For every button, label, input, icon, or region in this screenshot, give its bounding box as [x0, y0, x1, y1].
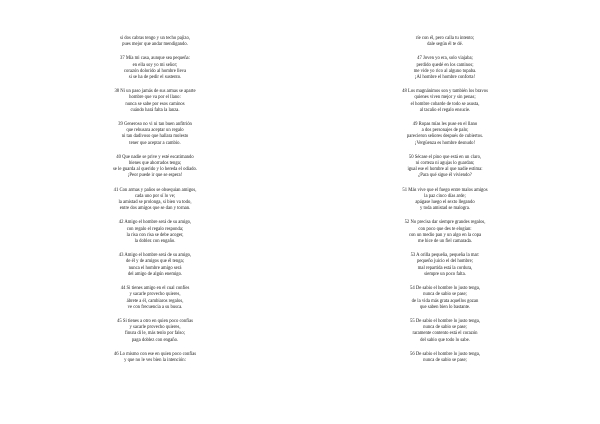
stanza	[55, 220, 255, 245]
verse-line: siempre un poco falta.	[424, 271, 466, 277]
verse-line: 55 De sabio el hombre lo justo tenga,	[409, 318, 481, 324]
verse-line: me hice de un fiel camarada.	[418, 239, 472, 245]
verse-line: mal repartida está la cordura,	[417, 265, 473, 271]
verse-line: en ella soy yo mi señor;	[132, 62, 178, 68]
right-column	[345, 36, 545, 364]
verse-line: la paz cinco días arde;	[424, 193, 466, 199]
verse-line: ¡Al hombre el hombre conforta!	[414, 75, 476, 81]
verse-line: ábrete a él, cambiaros regalos,	[126, 298, 184, 304]
verse-line: se le guarda al querido y lo hereda el odiado.	[112, 167, 198, 173]
stanza	[345, 253, 545, 278]
left-column	[55, 36, 255, 364]
verse-line: del amigo de algún enemigo.	[127, 271, 183, 277]
verse-line: 56 De sabio el hombre lo justo tenga,	[409, 351, 481, 357]
verse-line: apágase luego el sexto llegando	[415, 200, 475, 206]
verse-line: y sacarle provecho quieres,	[129, 292, 181, 298]
stanza	[345, 220, 545, 245]
stanza	[55, 155, 255, 180]
verse-line: perdido quedé en los caminos;	[416, 62, 474, 68]
verse-line: 43 Amigo el hombre será de su amigo,	[118, 253, 192, 259]
verse-line: con poco que des te elogian:	[418, 226, 472, 232]
verse-line: 48 Los magnánimos son y también los bravos	[402, 89, 488, 95]
stanza	[345, 352, 545, 364]
verse-line: entre dos amigos que se dan y tornan.	[119, 206, 191, 212]
verse-line: si dos cabras tengo y un techo pajizo,	[119, 36, 191, 41]
verse-line: cuándo hará falta la lanza.	[130, 107, 180, 113]
verse-line: nunca se sabe por esos caminos	[125, 101, 185, 107]
verse-line: dale según él te dé.	[427, 42, 463, 48]
stanza	[345, 56, 545, 81]
stanza	[345, 286, 545, 311]
verse-line: que rehusara aceptar un regalo	[126, 128, 184, 134]
stanza	[55, 56, 255, 81]
stanza	[55, 319, 255, 344]
verse-line: corazón dolorido al hombre lleva	[123, 68, 187, 74]
stanza	[55, 253, 255, 278]
verse-line: hombre que va por el llano:	[129, 95, 181, 101]
stanza	[55, 36, 255, 48]
stanza	[55, 89, 255, 114]
stanza	[345, 122, 545, 147]
verse-line: del sabio que todo lo sabe.	[420, 337, 470, 343]
verse-line: ni tan dadivoso que hallara molesto	[121, 134, 189, 140]
verse-line: pues mejor que andar mendigando.	[122, 42, 188, 48]
verse-line: pequeño juicio el del hombre;	[417, 259, 473, 265]
verse-line: 47 Joven yo era, solo viajaba;	[417, 56, 473, 62]
verse-line: 50 Sécase el pino que está en un claro,	[408, 154, 482, 160]
verse-line: y que no le ves bien la intención:	[124, 357, 186, 363]
verse-line: ¡Peor puede ir que se espera!	[127, 173, 183, 179]
verse-line: parecieron señores después de cubiertos.	[406, 134, 484, 140]
verse-line: y toda amistad se malogra.	[419, 206, 471, 212]
verse-line: la amistad se prolonga, si bien va todo,	[118, 200, 192, 206]
verse-line: que saben bien lo bastante.	[419, 304, 471, 310]
stanza	[345, 89, 545, 114]
verse-line: a dos personajes de palo;	[421, 128, 469, 134]
verse-line: ¡Vergüenza es hombre desnudo!	[414, 140, 476, 146]
verse-line: de él y de amigos que él tenga;	[126, 259, 184, 265]
verse-line: y sacarle provecho quieres,	[129, 325, 181, 331]
verse-line: con regalo el regalo responda;	[126, 226, 184, 232]
stanza	[55, 122, 255, 147]
verse-line: 53 A orilla pequeña, pequeña la mar:	[410, 253, 480, 259]
verse-line: ni corteza ni agujas lo guardan;	[415, 161, 475, 167]
verse-line: si se ha de pedir el sustento.	[128, 75, 182, 81]
verse-line: igual ese el hombre al que nadie estima:	[407, 167, 483, 173]
verse-line: 37 Mía mi casa, aunque sea pequeña:	[120, 56, 190, 62]
stanza	[345, 36, 545, 48]
verse-line: cada uno por sí lo ve;	[134, 193, 176, 199]
verse-line: 44 Si tienes amigo en el cual confíes	[120, 286, 190, 292]
verse-line: nunca el hombre amigo será	[128, 265, 182, 271]
stanza	[345, 155, 545, 180]
stanza	[345, 319, 545, 344]
verse-line: con un medio pan y un algo en la copa	[408, 232, 482, 238]
verse-line: al tacaño el regalo ensucie.	[419, 107, 471, 113]
verse-line: el hombre cobarde de todo se asusta,	[410, 101, 480, 107]
verse-line: ve con frecuencia a su busca.	[127, 304, 183, 310]
verse-line: quienes viven mejor y sin penas;	[414, 95, 476, 101]
verse-line: 46 Lo mismo con ese en quien poco confías	[113, 351, 197, 357]
verse-line: 42 Amigo el hombre será de su amigo,	[118, 220, 192, 226]
verse-line: 41 Con armas y paños se obsequian amigos,	[113, 187, 197, 193]
verse-line: tener que aceptar a cambio.	[129, 140, 181, 146]
verse-line: de la vida más grata aquellos gozan	[411, 298, 479, 304]
verse-line: 54 De sabio el hombre lo justo tenga,	[409, 286, 481, 292]
verse-line: 40 Que nadie se prive y esté escatimando	[116, 154, 194, 160]
verse-line: ¿Para qué sigue él viviendo?	[418, 173, 472, 179]
stanza	[345, 188, 545, 213]
verse-line: 45 Si tienes a otro en quien poco confías	[116, 318, 194, 324]
verse-line: finura di le, más tenlo por falso;	[124, 331, 185, 337]
verse-line: ríe con él, pero calla tu intento;	[415, 36, 475, 41]
verse-line: nunca de sabio se pase;	[423, 325, 467, 331]
verse-line: bienes que ahorrados tenga;	[128, 161, 182, 167]
verse-line: 52 No precisa dar siempre grandes regalos,	[404, 220, 486, 226]
verse-line: nunca de sabio se pase;	[423, 357, 467, 363]
verse-line: 49 Ropas mías les puse en el llano	[412, 122, 478, 128]
verse-line: paga doblez con engaño.	[131, 337, 179, 343]
verse-line: 39 Generoso no vi ni tan buen anfitrión	[118, 122, 192, 128]
verse-line: me vide yo rico al alguno topaba.	[413, 68, 477, 74]
verse-line: raramente contento está el corazón	[412, 331, 478, 337]
verse-line: la risa con risa se debe acoger,	[126, 232, 184, 238]
verse-line: 51 Más vive que el fuego entre malos amigos	[402, 187, 488, 193]
stanza	[55, 188, 255, 213]
verse-line: 38 Ni un paso jamás de sus armas se aparte	[114, 89, 196, 95]
stanza	[55, 352, 255, 364]
stanza	[55, 286, 255, 311]
verse-line: la doblez con engaño.	[134, 239, 176, 245]
verse-line: nunca de sabio se pase;	[423, 292, 467, 298]
